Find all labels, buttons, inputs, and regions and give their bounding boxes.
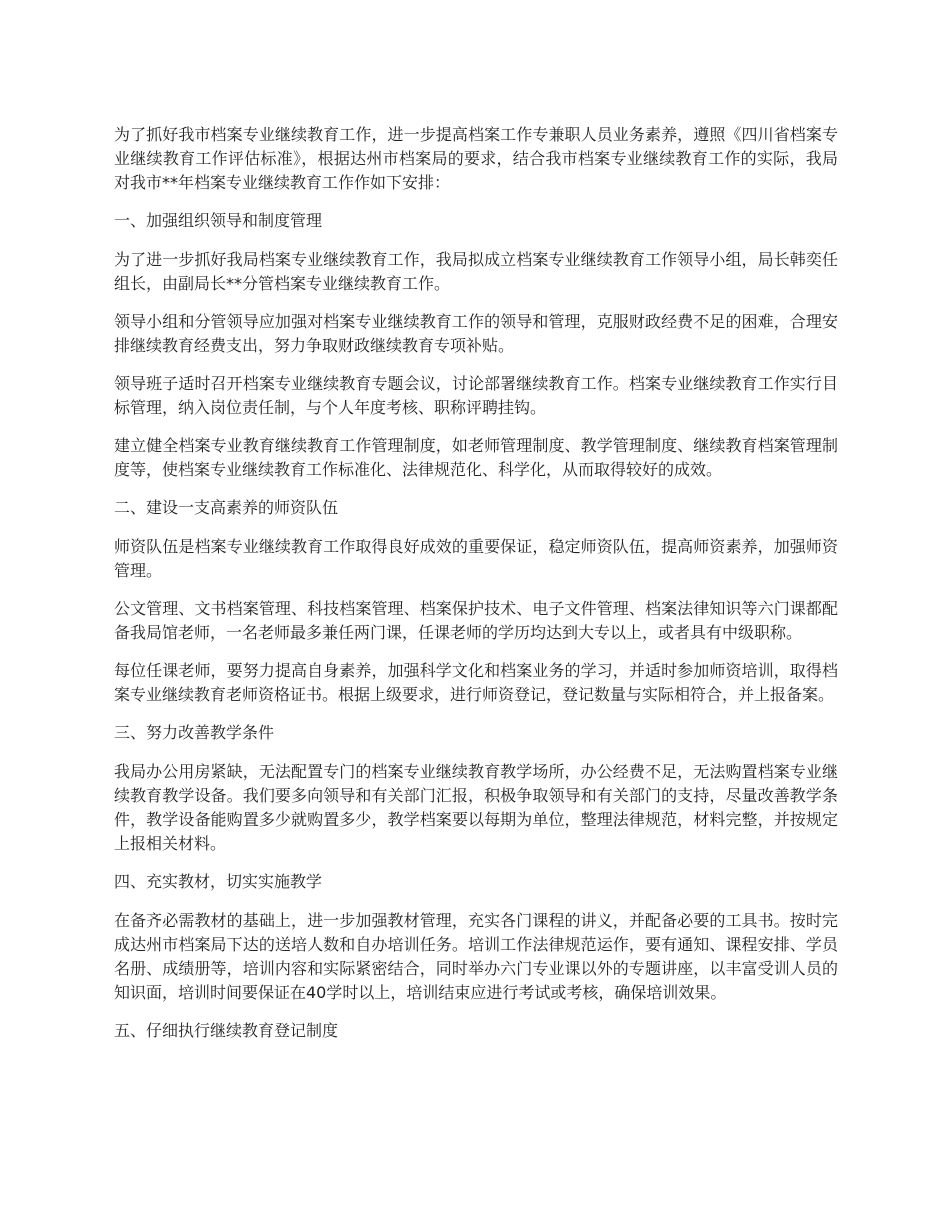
body-paragraph: 公文管理、文书档案管理、科技档案管理、档案保护技术、电子文件管理、档案法律知识等六门课都配备我局馆老师，一名老师最多兼任两门课，任课老师的学历均达到大专以上，或者具有中级职称。 — [114, 599, 838, 642]
body-paragraph: 建立健全档案专业教育继续教育工作管理制度，如老师管理制度、教学管理制度、继续教育档案管理制度等，使档案专业继续教育工作标准化、法律规范化、科学化，从而取得较好的成效。 — [114, 436, 838, 479]
section-heading-1: 一、加强组织领导和制度管理 — [114, 211, 323, 230]
body-paragraph: 师资队伍是档案专业继续教育工作取得良好成效的重要保证，稳定师资队伍，提高师资素养，加强师资管理。 — [114, 537, 838, 580]
body-paragraph: 领导班子适时召开档案专业继续教育专题会议，讨论部署继续教育工作。档案专业继续教育工作实行目标管理，纳入岗位责任制，与个人年度考核、职称评聘挂钩。 — [114, 374, 838, 417]
body-paragraph: 我局办公用房紧缺，无法配置专门的档案专业继续教育教学场所，办公经费不足，无法购置档案专业继续教育教学设备。我们要多向领导和有关部门汇报，积极争取领导和有关部门的支持，尽量改善教学条件，教学设备能购置多少就购置多少，教学档案要以每期为单位，整理法律规范，材料完整，并按规定上报相关材料。 — [114, 762, 838, 853]
document-body — [114, 123, 838, 1058]
intro-paragraph: 为了抓好我市档案专业继续教育工作，进一步提高档案工作专兼职人员业务素养，遵照《四川省档案专业继续教育工作评估标准》，根据达州市档案局的要求，结合我市档案专业继续教育工作的实际，我局对我市**年档案专业继续教育工作作如下安排： — [114, 125, 838, 192]
body-paragraph: 在备齐必需教材的基础上，进一步加强教材管理，充实各门课程的讲义，并配备必要的工具书。按时完成达州市档案局下达的送培人数和自办培训任务。培训工作法律规范运作，要有通知、课程安排、学员名册、成绩册等，培训内容和实际紧密结合，同时举办六门专业课以外的专题讲座，以丰富受训人员的知识面，培训时间要保证在40学时以上，培训结束应进行考试或考核，确保培训效果。 — [114, 911, 838, 1002]
section-heading-5: 五、仔细执行继续教育登记制度 — [114, 1021, 339, 1040]
body-paragraph: 每位任课老师，要努力提高自身素养，加强科学文化和档案业务的学习，并适时参加师资培训，取得档案专业继续教育老师资格证书。根据上级要求，进行师资登记，登记数量与实际相符合，并上报备案。 — [114, 661, 838, 704]
section-heading-4: 四、充实教材，切实实施教学 — [114, 872, 323, 891]
section-heading-3: 三、努力改善教学条件 — [114, 723, 275, 742]
section-heading-2: 二、建设一支高素养的师资队伍 — [114, 498, 339, 517]
body-paragraph: 领导小组和分管领导应加强对档案专业继续教育工作的领导和管理，克服财政经费不足的困难，合理安排继续教育经费支出，努力争取财政继续教育专项补贴。 — [114, 312, 838, 355]
body-paragraph: 为了进一步抓好我局档案专业继续教育工作，我局拟成立档案专业继续教育工作领导小组，局长韩奕任组长，由副局长**分管档案专业继续教育工作。 — [114, 250, 838, 293]
